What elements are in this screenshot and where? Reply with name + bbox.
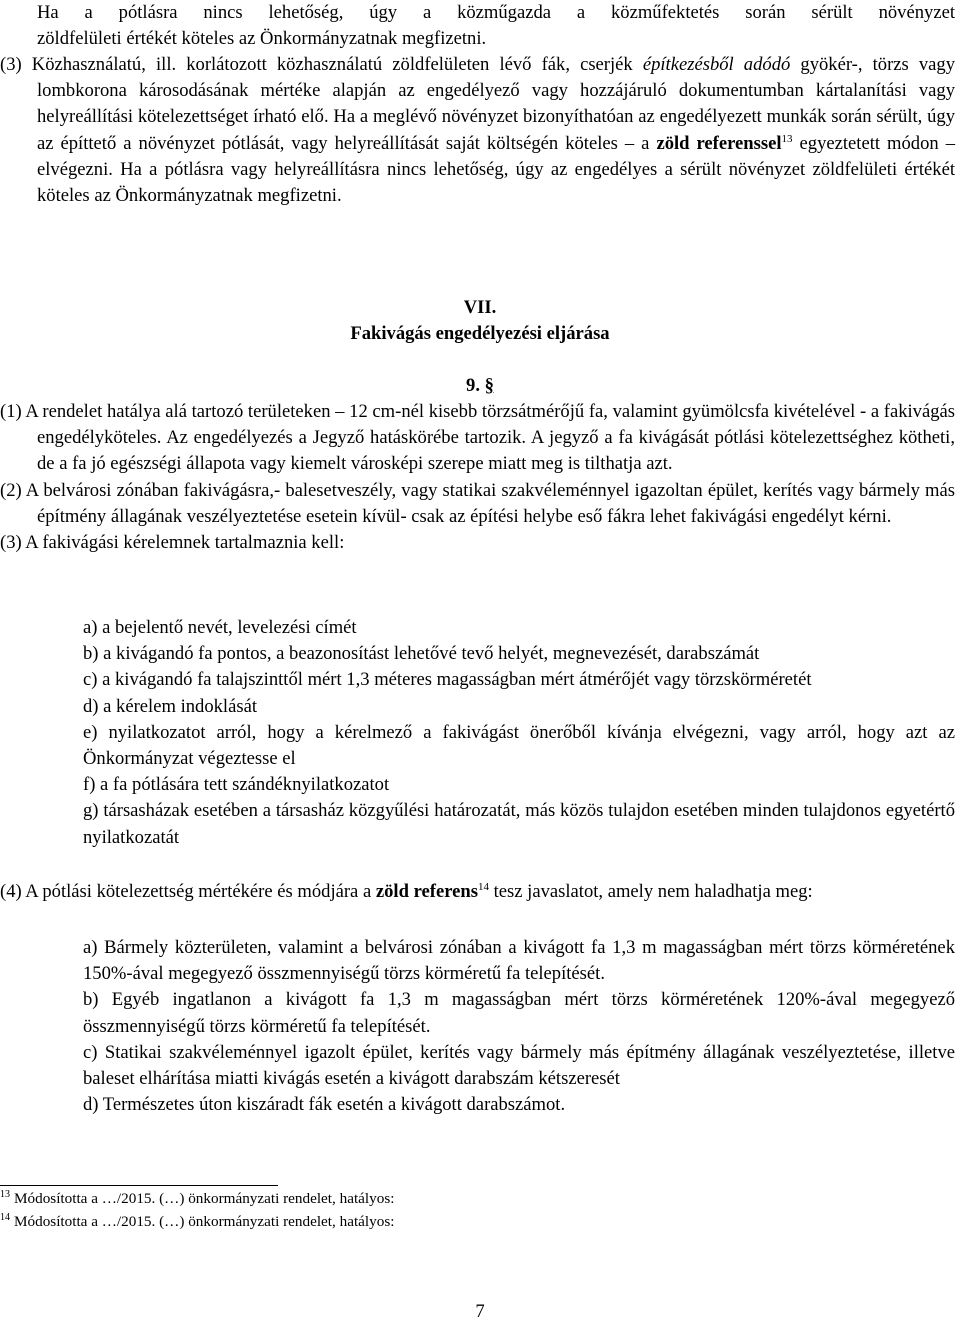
paragraph-text: gyökér-, törzs vagy lombkorona károsodásának mértéke alapján az engedélyező vagy hozzájáruló dokumentumban kártalanítási vagy helyreállítási kötelezettséget írható elő. Ha a meglévő növényzet bizonyíthatóan az engedélyezett munkák során sérült, úgy az építtető a növényzet pótlását, vagy helyreállítását saját költségén köteles – a xyxy=(37,54,955,154)
list-item: a) a bejelentő nevét, levelezési címét xyxy=(83,617,357,638)
bold-term: zöld referens xyxy=(375,881,478,902)
text-line: zöldfelületi értékét köteles az Önkormányzatnak megfizetni. xyxy=(37,28,487,50)
footnote-text: Módosította a …/2015. (…) önkormányzati rendelet, hatályos: xyxy=(14,1190,395,1207)
list-item: c) a kivágandó fa talajszinttől mért 1,3 méteres magasságban mért átmérőjét vagy törzskörméretét xyxy=(83,669,812,691)
footnote-number: 14 xyxy=(0,1211,10,1223)
footnote-number: 13 xyxy=(0,1188,10,1200)
chapter-number: VII. xyxy=(463,297,497,318)
chapter-heading xyxy=(0,295,960,347)
footnote-text: Módosította a …/2015. (…) önkormányzati rendelet, hatályos: xyxy=(14,1213,395,1230)
subsection-4-text: tesz javaslatot, amely nem haladhatja meg: xyxy=(488,881,813,902)
list-item: b) a kivágandó fa pontos, a beazonosítást lehetővé tevő helyét, megnevezését, darabszámát xyxy=(83,643,760,665)
section-heading xyxy=(0,373,960,399)
list-item: g) társasházak esetében a társasház közgyűlési határozatát, más közös tulajdon esetében minden tulajdonos egyetértő nyilatkozatát xyxy=(83,800,955,848)
footnote xyxy=(0,1187,394,1210)
list-item: d) Természetes úton kiszáradt fák esetén a kivágott darabszámot. xyxy=(83,1094,566,1116)
list-item: d) a kérelem indoklását xyxy=(83,695,257,717)
list-item: a) Bármely közterületen, valamint a belvárosi zónában a kivágott fa 1,3 m magasságban mért törzs körméretének 150%-ával megegyező összmennyiségű törzs körméretű fa telepítését. xyxy=(83,937,955,985)
list-item: c) Statikai szakvéleménnyel igazolt épület, kerítés vagy bármely más építmény állagának veszélyeztetése, illetve baleset elhárítása miatti kivágás esetén a kivágott darabszám kétszeresét xyxy=(83,1041,955,1090)
subsection-4-list xyxy=(83,935,955,1118)
paragraph-lead: (3) Közhasználatú, ill. korlátozott közhasználatú zöldfelületen lévő fák, cserjék xyxy=(0,54,643,75)
footnote xyxy=(0,1210,394,1233)
subsection-3-list xyxy=(83,615,955,851)
paragraph-text: egyeztetett módon – elvégezni. Ha a pótlásra vagy helyreállításra nincs lehetőség, úgy az engedélyes a sérült növényzet zöldfelületi értékét köteles az Önkormányzatnak megfizetni. xyxy=(37,132,955,207)
continuation-paragraph xyxy=(37,0,955,52)
footnotes xyxy=(0,1187,394,1233)
footnote-ref: 13 xyxy=(781,132,793,145)
chapter-title: Fakivágás engedélyezési eljárása xyxy=(350,323,610,345)
italic-phrase: építkezésből adódó xyxy=(642,54,791,75)
paragraph-3-previous xyxy=(0,52,955,209)
page-number: 7 xyxy=(475,1301,485,1322)
subsection-4-lead: (4) A pótlási kötelezettség mértékére és módjára a xyxy=(0,881,376,902)
list-item: f) a fa pótlására tett szándéknyilatkozatot xyxy=(83,774,390,796)
subsection-1: (1) A rendelet hatálya alá tartozó területeken – 12 cm-nél kisebb törzsátmérőjű fa, valamint gyümölcsfa kivételével - a fakivágás engedélyköteles. Az engedélyezés a Jegyző hatáskörébe tartozik. A jegyző a fa kivágását pótlási kötelezettséghez kötheti, de a fa jó egészségi állapota vagy kiemelt városképi szerepe miatt meg is tilthatja azt. xyxy=(0,401,955,475)
section-body xyxy=(0,399,955,556)
subsection-2: (2) A belvárosi zónában fakivágásra,- balesetveszély, vagy statikai szakvéleménnyel igazoltan épület, kerítés vagy bármely más építmény állagának veszélyeztetése esetein kívül- csak az építési helybe eső fákra lehet fakivágási engedélyt kérni. xyxy=(0,479,955,527)
list-item: e) nyilatkozatot arról, hogy a kérelmező a fakivágást önerőből kívánja elvégezni, vagy arról, hogy azt az Önkormányzat végeztesse el xyxy=(83,721,955,770)
footnote-ref: 14 xyxy=(477,880,489,893)
subsection-3: (3) A fakivágási kérelemnek tartalmaznia kell: xyxy=(0,532,345,554)
text-line: Ha a pótlásra nincs lehetőség, úgy a közműgazda a közműfektetés során sérült növényzet xyxy=(37,2,955,23)
subsection-4 xyxy=(0,879,955,905)
list-item: b) Egyéb ingatlanon a kivágott fa 1,3 m magasságban mért törzs körméretének 120%-ával megegyező összmennyiségű törzs körméretű fa telepítését. xyxy=(83,989,955,1037)
bold-term: zöld referenssel xyxy=(656,132,782,154)
section-symbol: § xyxy=(484,375,494,396)
section-number: 9. xyxy=(466,375,480,396)
footnote-rule xyxy=(0,1185,278,1186)
